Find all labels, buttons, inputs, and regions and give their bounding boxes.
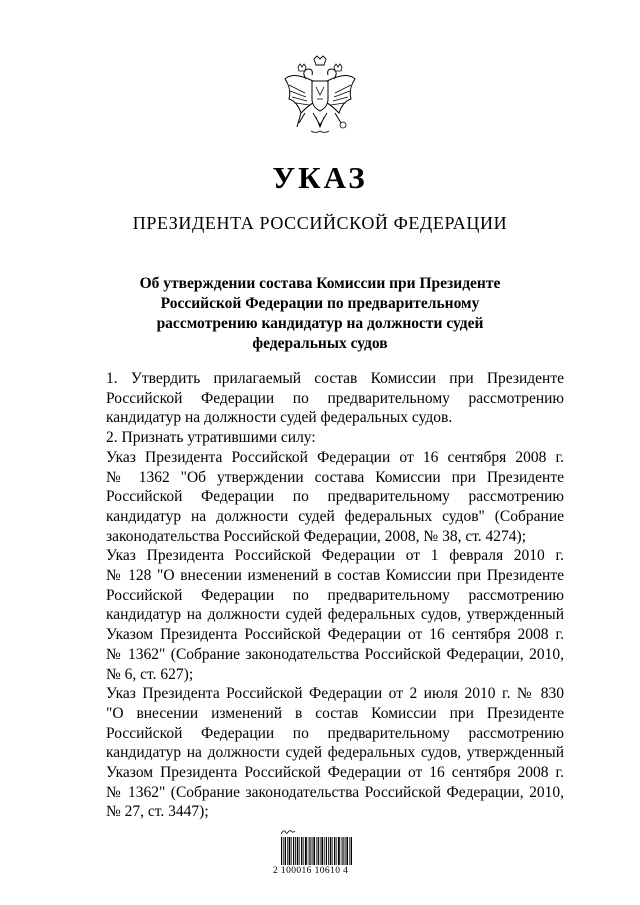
- text-line: Указ Президента Российской Федерации от 16 сентября 2008 г.: [106, 448, 564, 466]
- document-type: УКАЗ: [272, 160, 368, 195]
- text-line: № 1362" (Собрание законодательства Российской Федерации, 2010,: [106, 645, 564, 663]
- text-line: "О внесении изменений в состав Комиссии при Президенте: [106, 704, 564, 722]
- text-line: Российской Федерации по предварительному рассмотрению: [106, 586, 564, 604]
- text-line: кандидатур на должности судей федеральных судов, утвержденный: [106, 744, 564, 762]
- text-line: № 1362" (Собрание законодательства Российской Федерации, 2010,: [106, 783, 564, 801]
- issuer-title: ПРЕЗИДЕНТА РОССИЙСКОЙ ФЕДЕРАЦИИ: [132, 213, 508, 233]
- paragraph: [75, 546, 564, 684]
- barcode-number: 2 100016 10610 4: [273, 866, 349, 876]
- paragraph: [75, 684, 564, 822]
- text-line: № 27, ст. 3447);: [106, 803, 209, 821]
- text-line: Указ Президента Российской Федерации от 1 февраля 2010 г.: [106, 547, 564, 565]
- text-line: 2. Признать утратившими силу:: [106, 429, 316, 447]
- text-line: № 6, ст. 627);: [106, 665, 194, 683]
- text-line: Указом Президента Российской Федерации от 16 сентября 2008 г.: [106, 626, 564, 644]
- text-line: Указом Президента Российской Федерации от 16 сентября 2008 г.: [106, 764, 564, 782]
- text-line: Российской Федерации по предварительному рассмотрению: [106, 724, 564, 742]
- paragraph: [75, 428, 564, 448]
- barcode-icon: [281, 837, 353, 865]
- barcode-stamp: [273, 828, 373, 882]
- title-line: Российской Федерации по предварительному: [160, 295, 480, 312]
- text-line: Российской Федерации по предварительному рассмотрению: [106, 389, 564, 407]
- text-line: законодательства Российской Федерации, 2008, № 38, ст. 4274);: [106, 527, 527, 545]
- document-title: [110, 274, 530, 354]
- document-body: [75, 369, 564, 822]
- text-line: Указ Президента Российской Федерации от 2 июля 2010 г. № 830: [106, 685, 564, 703]
- paragraph: [75, 369, 564, 428]
- text-line: Российской Федерации по предварительному рассмотрению: [106, 488, 564, 506]
- paragraph: [75, 448, 564, 547]
- text-line: кандидатур на должности судей федеральных судов, утвержденный: [106, 606, 564, 624]
- coat-of-arms-icon: [283, 55, 357, 139]
- text-line: кандидатур на должности судей федеральных судов" (Собрание: [106, 507, 564, 525]
- text-line: 1. Утвердить прилагаемый состав Комиссии при Президенте: [106, 370, 564, 387]
- title-line: федеральных судов: [252, 335, 388, 352]
- text-line: кандидатур на должности судей федеральных судов.: [106, 409, 453, 427]
- title-line: Об утверждении состава Комиссии при Президенте: [139, 275, 501, 292]
- text-line: № 128 "О внесении изменений в состав Комиссии при Президенте: [106, 567, 564, 585]
- title-line: рассмотрению кандидатур на должности судей: [156, 315, 484, 332]
- text-line: № 1362 "Об утверждении состава Комиссии при Президенте: [106, 468, 564, 486]
